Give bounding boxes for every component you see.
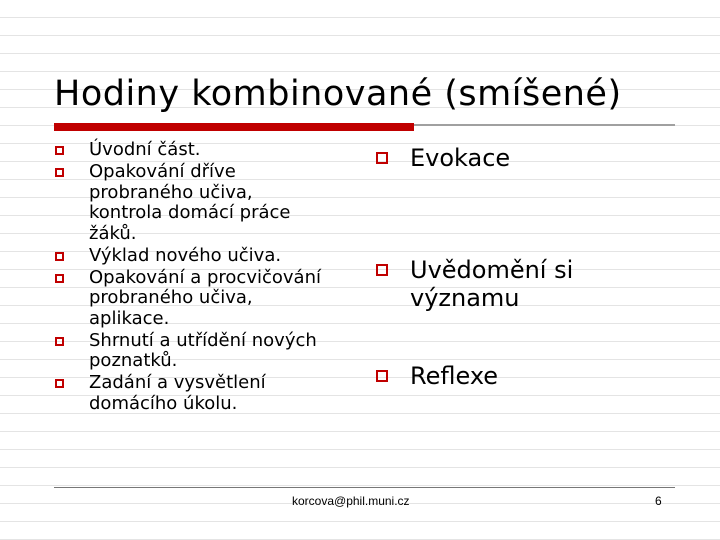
- left-bullet-list: [55, 140, 365, 416]
- list-item-line: žáků.: [89, 222, 137, 244]
- list-item-line: probraného učiva,: [89, 181, 253, 203]
- list-item: [376, 362, 676, 390]
- square-bullet-icon: [376, 370, 388, 382]
- slide-title: Hodiny kombinované (smíšené): [54, 74, 622, 114]
- footer-divider: [54, 487, 675, 488]
- square-bullet-icon: [376, 264, 388, 276]
- list-item: [55, 331, 365, 372]
- list-item: [55, 373, 365, 414]
- footer-email: korcova@phil.muni.cz: [292, 494, 410, 508]
- square-bullet-icon: [55, 146, 64, 155]
- square-bullet-icon: [55, 379, 64, 388]
- list-item-line: poznatků.: [89, 350, 178, 371]
- square-bullet-icon: [55, 274, 64, 283]
- list-item: [376, 144, 676, 172]
- square-bullet-icon: [55, 252, 64, 261]
- list-item-line: Úvodní část.: [89, 139, 201, 160]
- title-accent-bar: [54, 123, 414, 131]
- list-item-line: Zadání a vysvětlení: [89, 372, 266, 393]
- list-item-line: Evokace: [410, 144, 511, 172]
- list-item-line: domácího úkolu.: [89, 392, 238, 414]
- list-item-line: Uvědomění si: [410, 256, 574, 284]
- list-item-line: Výklad nového učiva.: [89, 244, 282, 266]
- square-bullet-icon: [376, 152, 388, 164]
- list-item: [376, 256, 676, 312]
- list-item-line: Shrnutí a utřídění nových: [89, 329, 317, 351]
- list-item: [55, 140, 365, 161]
- square-bullet-icon: [55, 337, 64, 346]
- list-item: [55, 162, 365, 244]
- page-number: 6: [655, 494, 662, 508]
- list-item-line: kontrola domácí práce: [89, 202, 291, 223]
- list-item: [55, 268, 365, 330]
- list-item: [55, 246, 365, 267]
- list-item-line: Reflexe: [410, 362, 499, 390]
- list-item-line: aplikace.: [89, 307, 170, 329]
- square-bullet-icon: [55, 168, 64, 177]
- list-item-line: významu: [410, 284, 520, 312]
- list-item-line: Opakování a procvičování: [89, 266, 321, 288]
- list-item-line: probraného učiva,: [89, 287, 253, 308]
- list-item-line: Opakování dříve: [89, 161, 236, 182]
